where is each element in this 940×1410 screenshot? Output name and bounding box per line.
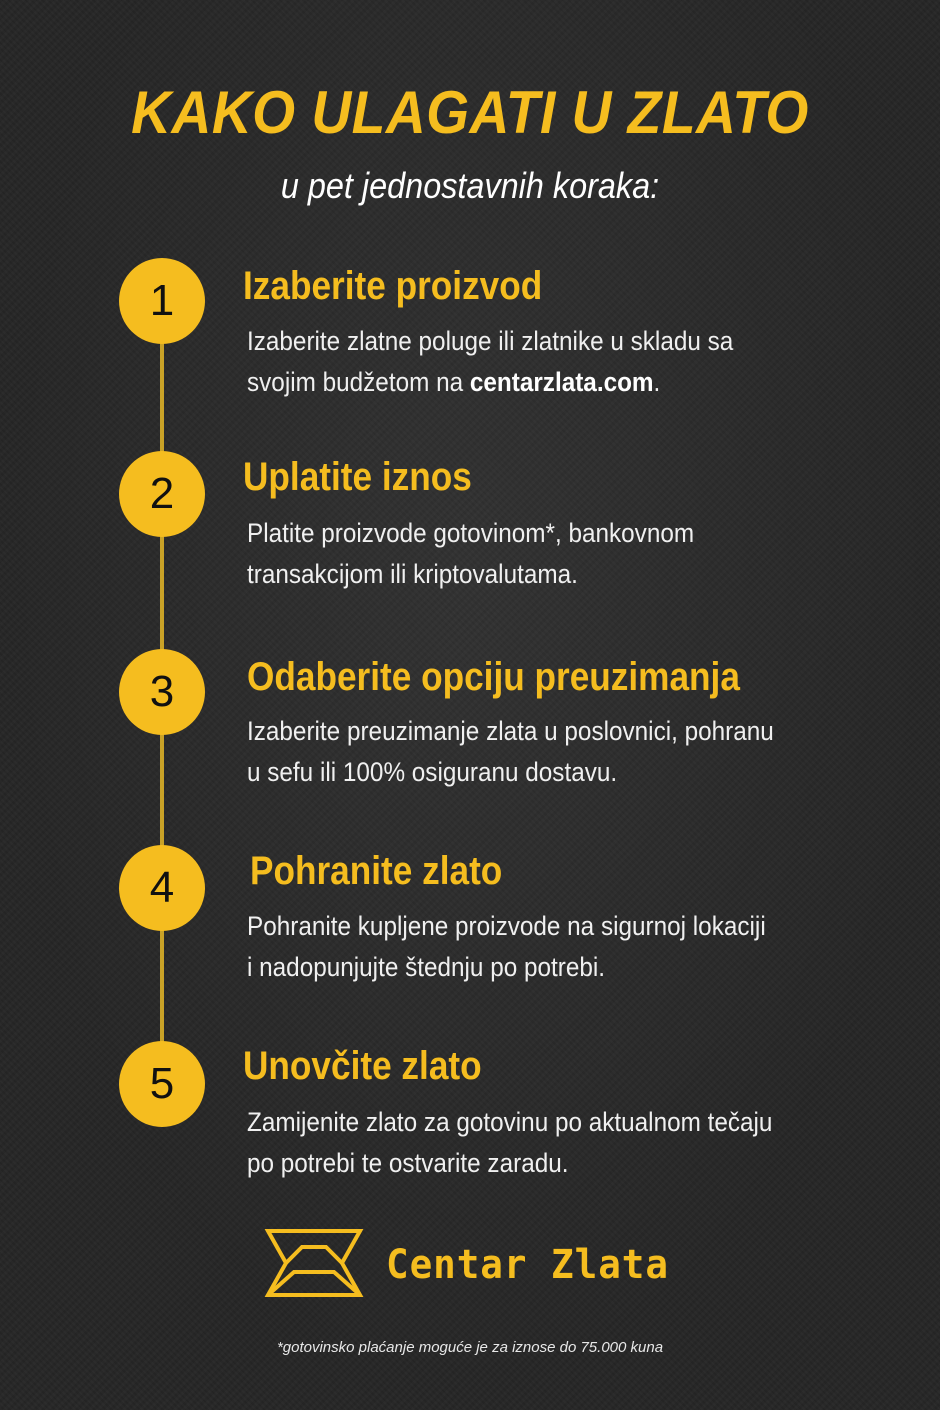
step-description <box>247 906 832 988</box>
step-description-line: transakcijom ili kriptovalutama. <box>247 559 578 589</box>
step-2 <box>0 451 940 621</box>
step-number-badge: 5 <box>119 1041 205 1127</box>
step-description-line: Izaberite preuzimanje zlata u poslovnici, pohranu <box>247 716 774 746</box>
step-description-text: . <box>653 367 661 397</box>
step-description <box>247 1102 832 1184</box>
step-description <box>247 513 832 595</box>
step-title: Unovčite zlato <box>243 1044 482 1088</box>
step-4 <box>0 845 940 1015</box>
page-title: KAKO ULAGATI U ZLATO <box>131 79 809 146</box>
step-description-line: Izaberite zlatne poluge ili zlatnike u skladu sa <box>247 326 734 356</box>
website-link: centarzlata.com <box>469 367 654 397</box>
step-description-text: svojim budžetom na <box>247 367 470 397</box>
step-description-line <box>247 362 832 403</box>
step-1 <box>0 258 940 428</box>
footnote: *gotovinsko plaćanje moguće je za iznose do 75.000 kuna <box>276 1339 664 1356</box>
page-subtitle: u pet jednostavnih koraka: <box>280 165 660 206</box>
step-number-badge: 1 <box>119 258 205 344</box>
step-description <box>247 321 832 403</box>
step-description-line: u sefu ili 100% osiguranu dostavu. <box>247 757 618 787</box>
step-number-badge: 3 <box>119 649 205 735</box>
step-description-line: Pohranite kupljene proizvode na sigurnoj lokaciji <box>247 911 766 941</box>
step-description-line: Platite proizvode gotovinom*, bankovnom <box>247 518 695 548</box>
step-number-badge: 4 <box>119 845 205 931</box>
step-5 <box>0 1041 940 1211</box>
brand-name: Centar Zlata <box>386 1242 669 1288</box>
step-description-line: i nadopunjujte štednju po potrebi. <box>247 952 606 982</box>
gold-bar-logo-icon <box>264 1228 364 1298</box>
step-title: Pohranite zlato <box>250 849 503 893</box>
step-description-line: po potrebi te ostvarite zaradu. <box>247 1148 569 1178</box>
step-3 <box>0 649 940 819</box>
step-description <box>247 711 832 793</box>
step-number-badge: 2 <box>119 451 205 537</box>
step-title: Odaberite opciju preuzimanja <box>247 655 740 699</box>
step-title: Izaberite proizvod <box>243 264 543 308</box>
step-title: Uplatite iznos <box>243 455 472 499</box>
step-description-line: Zamijenite zlato za gotovinu po aktualnom tečaju <box>247 1107 773 1137</box>
